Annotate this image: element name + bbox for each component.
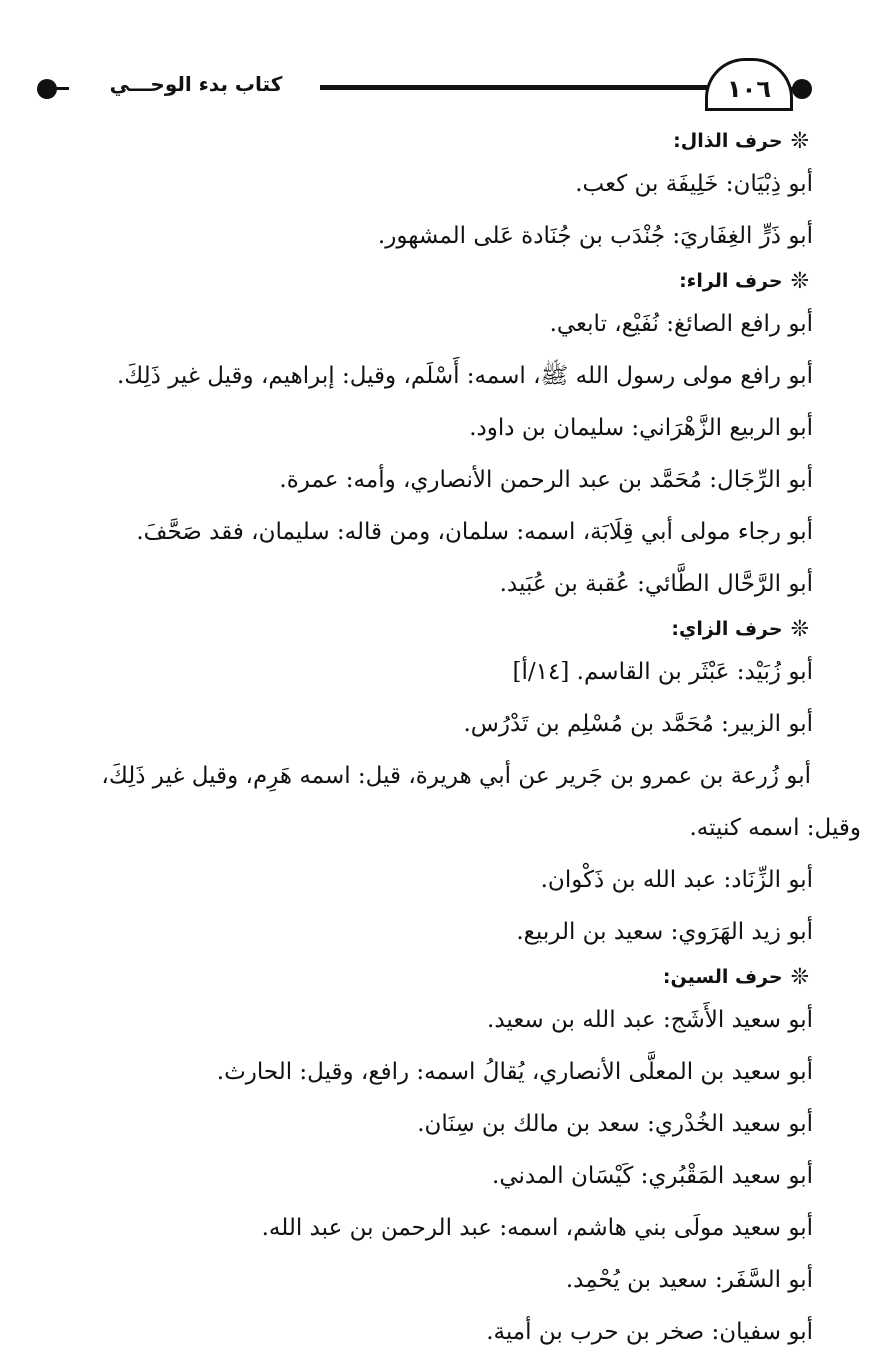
flower-asterisk-icon: ❊ [790, 616, 809, 642]
list-item: أبو رافع الصائغ: نُفَيْع، تابعي. [549, 311, 813, 337]
list-item: أبو الرَّحَّال الطَّائي: عُقبة بن عُبَيد. [499, 571, 813, 597]
list-item: أبو رافع مولى رسول الله ﷺ، اسمه: أَسْلَم، وقيل: إبراهيم، وقيل غير ذَلِكَ. [116, 363, 813, 389]
header-rule [320, 85, 708, 90]
flower-asterisk-icon: ❊ [790, 268, 809, 294]
header-left-dot [37, 79, 57, 99]
running-title: كتاب بدء الوحـــي [109, 72, 283, 96]
list-item: أبو الرِّجَال: مُحَمَّد بن عبد الرحمن الأنصاري، وأمه: عمرة. [279, 467, 813, 493]
section-heading-label: حرف السين: [662, 966, 783, 988]
list-item: أبو الربيع الزَّهْرَاني: سليمان بن داود. [469, 415, 813, 441]
list-item: أبو زيد الهَرَوي: سعيد بن الربيع. [516, 919, 813, 945]
list-item-continuation: وقيل: اسمه كنيته. [689, 815, 861, 841]
flower-asterisk-icon: ❊ [790, 128, 809, 154]
flower-asterisk-icon: ❊ [790, 964, 809, 990]
list-item: أبو سعيد الأَشَج: عبد الله بن سعيد. [487, 1007, 813, 1033]
list-item: أبو رجاء مولى أبي قِلَابَة، اسمه: سلمان، ومن قاله: سليمان، فقد صَحَّفَ. [136, 519, 813, 545]
list-item: أبو الزبير: مُحَمَّد بن مُسْلِم بن تَدْرُس. [463, 711, 813, 737]
section-heading-sin [53, 960, 813, 994]
list-item: أبو سعيد المَقْبُري: كَيْسَان المدني. [492, 1163, 813, 1189]
list-item: أبو سعيد بن المعلَّى الأنصاري، يُقالُ اسمه: رافع، وقيل: الحارث. [216, 1059, 813, 1085]
list-item: أبو ذِبْيَان: خَلِيفَة بن كعب. [575, 171, 813, 197]
list-item: أبو ذَرٍّ الغِفَاريَ: جُنْدَب بن جُنَادة عَلى المشهور. [377, 223, 813, 249]
section-heading-label: حرف الذال: [673, 130, 783, 152]
section-heading-ra [53, 264, 813, 298]
list-item: أبو زُبَيْد: عَبْثَر بن القاسم. [١٤/أ] [512, 659, 813, 685]
section-heading-zay [53, 612, 813, 646]
header-left-dash [55, 87, 69, 90]
page-number: ١٠٦ [705, 58, 793, 110]
list-item: أبو سعيد مولَى بني هاشم، اسمه: عبد الرحمن بن عبد الله. [261, 1215, 813, 1241]
list-item: أبو السَّفَر: سعيد بن يُحْمِد. [565, 1267, 813, 1293]
page-number-base [705, 108, 793, 111]
list-item: أبو زُرعة بن عمرو بن جَرير عن أبي هريرة، قيل: اسمه هَرِم، وقيل غير ذَلِكَ، [101, 763, 811, 789]
page-content [53, 122, 861, 1358]
section-heading-dhal [53, 124, 813, 158]
section-heading-label: حرف الزاي: [671, 618, 783, 640]
list-item: أبو سفيان: صخر بن حرب بن أمية. [486, 1319, 813, 1345]
list-item: أبو الزِّنَاد: عبد الله بن ذَكْوان. [540, 867, 813, 893]
page-header [0, 50, 873, 120]
section-heading-label: حرف الراء: [679, 270, 783, 292]
list-item: أبو سعيد الخُدْري: سعد بن مالك بن سِنَان. [417, 1111, 813, 1137]
header-right-dot [792, 79, 812, 99]
